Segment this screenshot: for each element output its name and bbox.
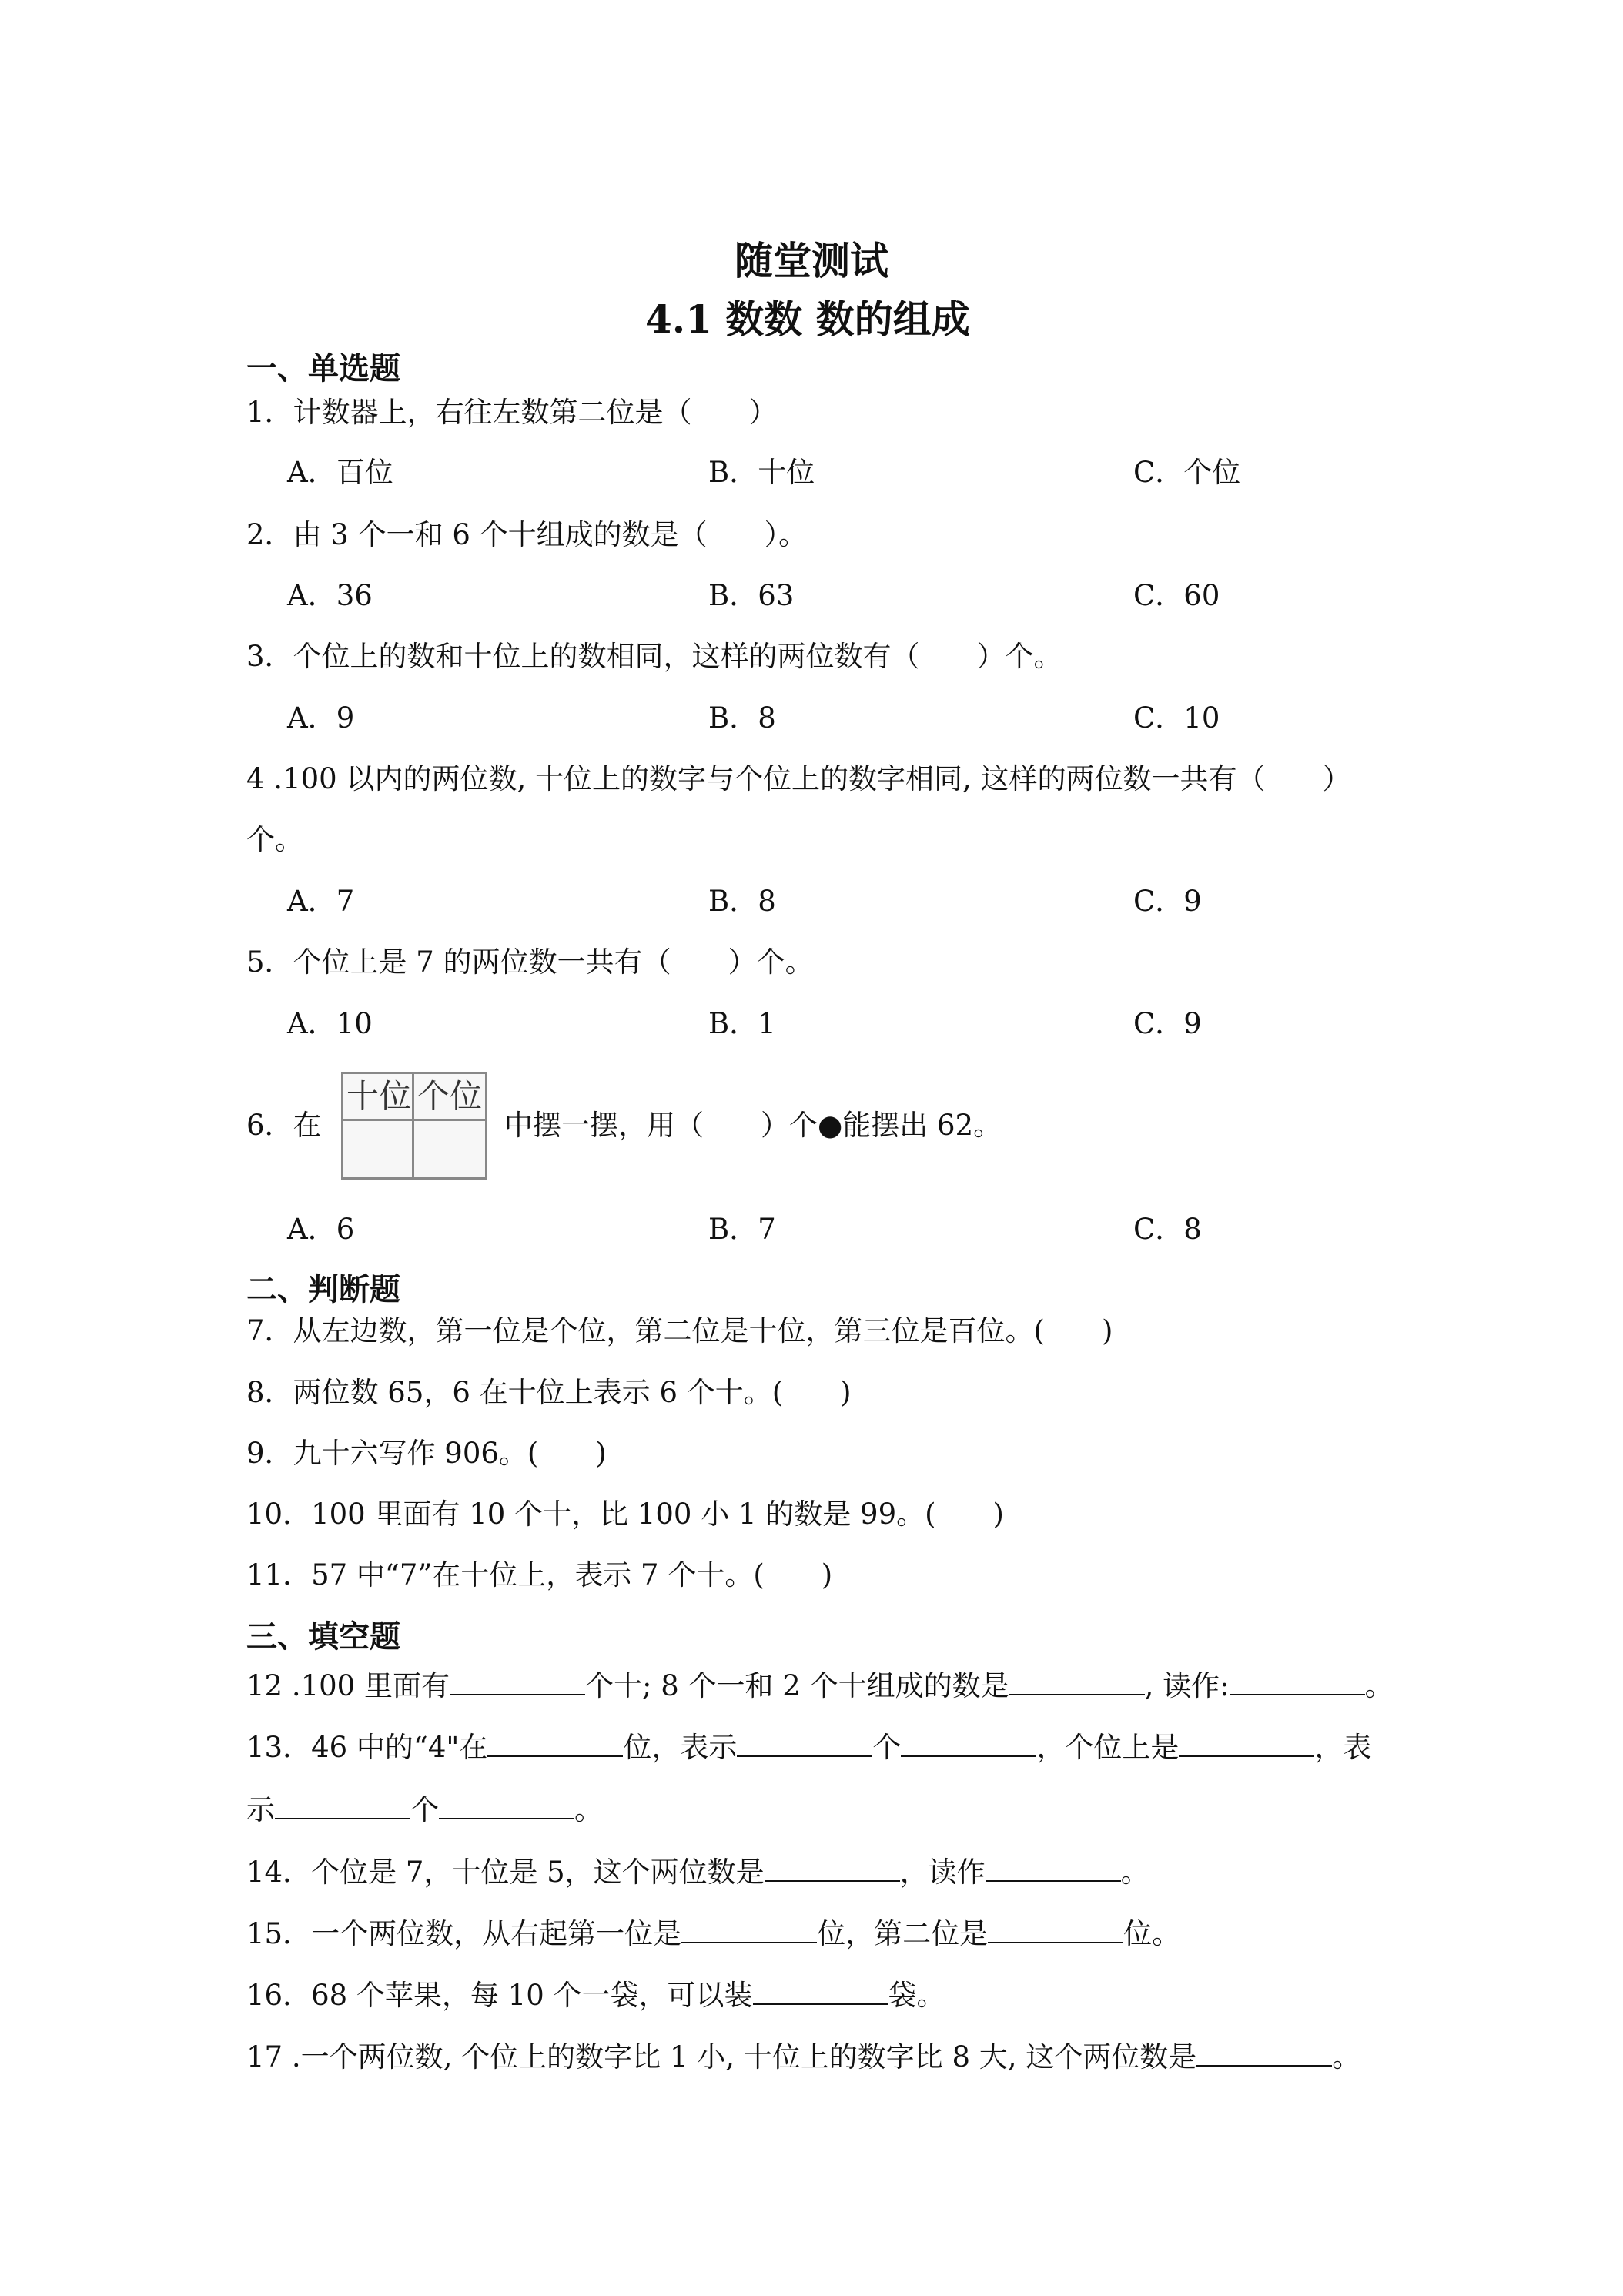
q1-option-c: C．个位	[1133, 456, 1241, 489]
q5-option-b: B．1	[708, 1007, 776, 1040]
q13-text-8: 。	[574, 1793, 603, 1826]
section-heading-true-false: 二、判断题	[246, 1272, 400, 1307]
q13-text-7: 个	[410, 1793, 439, 1826]
q13-text-3: 个	[872, 1731, 902, 1764]
q6-option-c: C．8	[1133, 1213, 1202, 1246]
question-2: 2．由 3 个一和 6 个十组成的数是（ ）。	[246, 518, 808, 551]
question-14	[246, 1854, 1149, 1889]
q17-text-2: 。	[1332, 2040, 1361, 2073]
question-4-line-1: 4 .100 以内的两位数, 十位上的数字与个位上的数字相同, 这样的两位数一共有（ ）	[246, 762, 1351, 795]
question-7: 7．从左边数，第一位是个位，第二位是十位，第三位是百位。( )	[246, 1314, 1113, 1347]
q5-option-c: C．9	[1133, 1007, 1202, 1040]
q12-text-3: , 读作:	[1144, 1669, 1230, 1702]
q14-text-1: 14．个位是 7，十位是 5，这个两位数是	[246, 1856, 765, 1889]
q12-text-1: 12 .100 里面有	[246, 1669, 450, 1702]
question-1: 1．计数器上，右往左数第二位是（ ）	[246, 396, 778, 429]
question-17	[246, 2039, 1360, 2071]
answer-blank[interactable]	[450, 1668, 585, 1695]
question-6-prefix: 6．在	[246, 1109, 322, 1142]
grid-label-ones: 个位	[417, 1077, 483, 1115]
question-11: 11．57 中“7”在十位上，表示 7 个十。( )	[246, 1558, 833, 1591]
page-subtitle: 4.1 数数 数的组成	[645, 296, 970, 342]
answer-blank[interactable]	[439, 1792, 574, 1819]
section-heading-single-choice: 一、单选题	[246, 351, 400, 387]
q13-text-5: ，表	[1314, 1731, 1372, 1764]
question-16	[246, 1977, 945, 2010]
q14-text-3: 。	[1120, 1856, 1149, 1889]
answer-blank[interactable]	[1196, 2039, 1332, 2067]
q14-text-2: ，读作	[899, 1856, 986, 1889]
question-5: 5．个位上是 7 的两位数一共有（ ）个。	[246, 946, 814, 979]
q5-option-a: A．10	[287, 1007, 373, 1040]
answer-blank[interactable]	[753, 1977, 888, 2005]
answer-blank[interactable]	[765, 1854, 900, 1882]
q13-text-4: ，个位上是	[1036, 1731, 1180, 1764]
q4-option-b: B．8	[708, 885, 776, 918]
answer-blank[interactable]	[901, 1729, 1036, 1757]
answer-blank[interactable]	[1230, 1668, 1365, 1695]
q15-text-2: 位，第二位是	[817, 1917, 989, 1950]
q4-option-c: C．9	[1133, 885, 1202, 918]
page-title: 随堂测试	[735, 238, 888, 283]
q6-option-a: A．6	[287, 1213, 355, 1246]
q3-option-c: C．10	[1133, 701, 1220, 735]
q2-option-c: C．60	[1133, 579, 1220, 612]
q12-text-4: 。	[1364, 1669, 1394, 1702]
q12-text-2: 个十; 8 个一和 2 个十组成的数是	[585, 1669, 1009, 1702]
answer-blank[interactable]	[275, 1792, 410, 1819]
answer-blank[interactable]	[487, 1729, 623, 1757]
q6-option-b: B．7	[708, 1213, 776, 1246]
question-12	[246, 1668, 1394, 1700]
question-13-line-1	[246, 1729, 1371, 1762]
question-4-line-2: 个。	[246, 823, 303, 856]
section-heading-fill-in: 三、填空题	[246, 1619, 400, 1655]
q2-option-b: B．63	[708, 579, 795, 612]
answer-blank[interactable]	[1009, 1668, 1145, 1695]
question-3: 3．个位上的数和十位上的数相同，这样的两位数有（ ）个。	[246, 640, 1062, 673]
question-9: 9．九十六写作 906。( )	[246, 1437, 607, 1470]
q4-option-a: A．7	[287, 885, 355, 918]
question-13-line-2	[246, 1792, 603, 1824]
answer-blank[interactable]	[1179, 1729, 1314, 1757]
answer-blank[interactable]	[681, 1916, 817, 1943]
place-value-grid	[341, 1072, 487, 1180]
q2-option-a: A．36	[287, 579, 373, 612]
question-15	[246, 1916, 1180, 1948]
answer-blank[interactable]	[988, 1916, 1123, 1943]
grid-label-tens: 十位	[346, 1077, 412, 1115]
q1-option-a: A．百位	[287, 456, 393, 489]
answer-blank[interactable]	[737, 1729, 872, 1757]
q16-text-1: 16．68 个苹果，每 10 个一袋，可以装	[246, 1979, 753, 2012]
q13-text-1: 13．46 中的“4"在	[246, 1731, 488, 1764]
q16-text-2: 袋。	[888, 1979, 945, 2012]
q15-text-3: 位。	[1123, 1917, 1181, 1950]
q3-option-a: A．9	[287, 701, 355, 735]
question-6-suffix: 中摆一摆，用（ ）个●能摆出 62。	[504, 1109, 1002, 1142]
question-8: 8．两位数 65，6 在十位上表示 6 个十。( )	[246, 1376, 852, 1409]
q17-text-1: 17 .一个两位数, 个位上的数字比 1 小, 十位上的数字比 8 大, 这个两位数是	[246, 2040, 1197, 2073]
question-10: 10．100 里面有 10 个十，比 100 小 1 的数是 99。( )	[246, 1498, 1004, 1531]
q15-text-1: 15．一个两位数，从右起第一位是	[246, 1917, 682, 1950]
q1-option-b: B．十位	[708, 456, 815, 489]
q13-text-2: 位，表示	[623, 1731, 738, 1764]
q13-text-6: 示	[246, 1793, 275, 1826]
answer-blank[interactable]	[986, 1854, 1121, 1882]
q3-option-b: B．8	[708, 701, 776, 735]
